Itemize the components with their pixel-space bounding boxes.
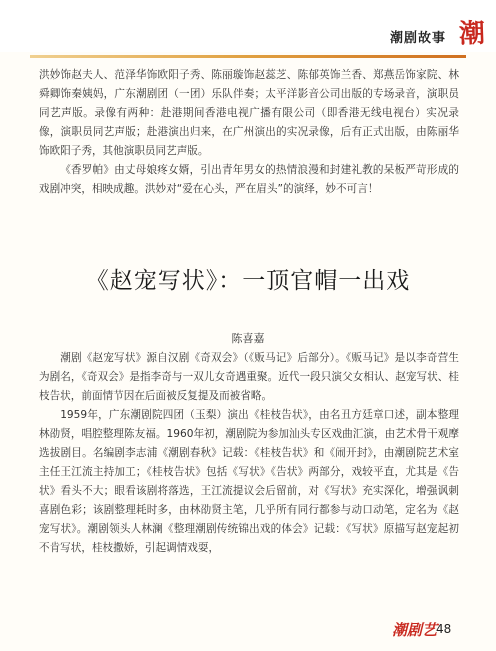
body-paragraph: 潮剧《赵宠写状》源自汉剧《奇双会》（《贩马记》后部分）。《贩马记》是以李奇营生为剧名，《奇双会》是指李奇与一双儿女奇遇重聚。近代一段只演父女相认、赵宠写状、桂枝告状，前面情节因在后面被反复提及而被省略。 <box>39 352 459 402</box>
intro-text <box>39 66 459 199</box>
section-label: 潮剧故事 <box>389 31 446 46</box>
intro-paragraph: 洪妙饰赵夫人、范泽华饰欧阳子秀、陈丽璇饰赵蕊芝、陈郁英饰兰香、郑燕岳饰家院、林舜卿饰秦姨妈，广东潮剧团（一团）乐队伴奏；太平洋影音公司出版的专场录音，演职员同艺声版。录像有两种：赴港期间香港电视广播有限公司（即香港无线电视台）实况录像，演职员同艺声版；赴港演出归来，在广州演出的实况录像，后有正式出版，由陈丽华饰欧阳子秀，其他演职员同艺声版。 <box>39 69 459 157</box>
intro-paragraph: 《香罗帕》由丈母娘疼女婿，引出青年男女的热情浪漫和封建礼教的呆板严苛形成的戏剧冲突，相映成趣。洪妙对“爱在心头，严在眉头”的演绎，妙不可言！ <box>39 164 459 195</box>
article-author: 陈喜嘉 <box>231 332 265 345</box>
article-title: 《赵宠写状》：一顶官帽一出戏 <box>85 268 411 294</box>
header-divider <box>30 55 466 58</box>
magazine-logo: 潮剧艺 <box>392 621 438 639</box>
body-paragraph: 1959年，广东潮剧院四团（玉梨）演出《桂枝告状》，由名丑方廷章口述，副本整理林劭贤，唱腔整理陈友福。1960年初，潮剧院为参加汕头专区戏曲汇演，由艺术骨干观摩选拔剧目。名编剧李志浦《潮剧春秋》记载：《桂枝告状》和《闹开封》，由潮剧院艺术室主任王江流主持加工；《桂枝告状》包括《写状》《告状》两部分，戏较平直，尤其是《告状》看头不大；眼看该剧将落选，王江流提议会后留前，对《写状》充实深化，增强讽刺喜剧色彩；该剧整理耗时多，由林劭贤主笔，几乎所有同行都参与动口动笔，定名为《赵宠写状》。潮剧领头人林澜《整理潮剧传统锦出戏的体会》记载：《写状》原描写赵宠起初不肯写状，桂枝撒娇，引起调情戏耍， <box>39 409 459 554</box>
seal-logo: 潮 <box>458 18 486 50</box>
article-body <box>39 349 459 558</box>
page-number: 48 <box>436 622 452 636</box>
